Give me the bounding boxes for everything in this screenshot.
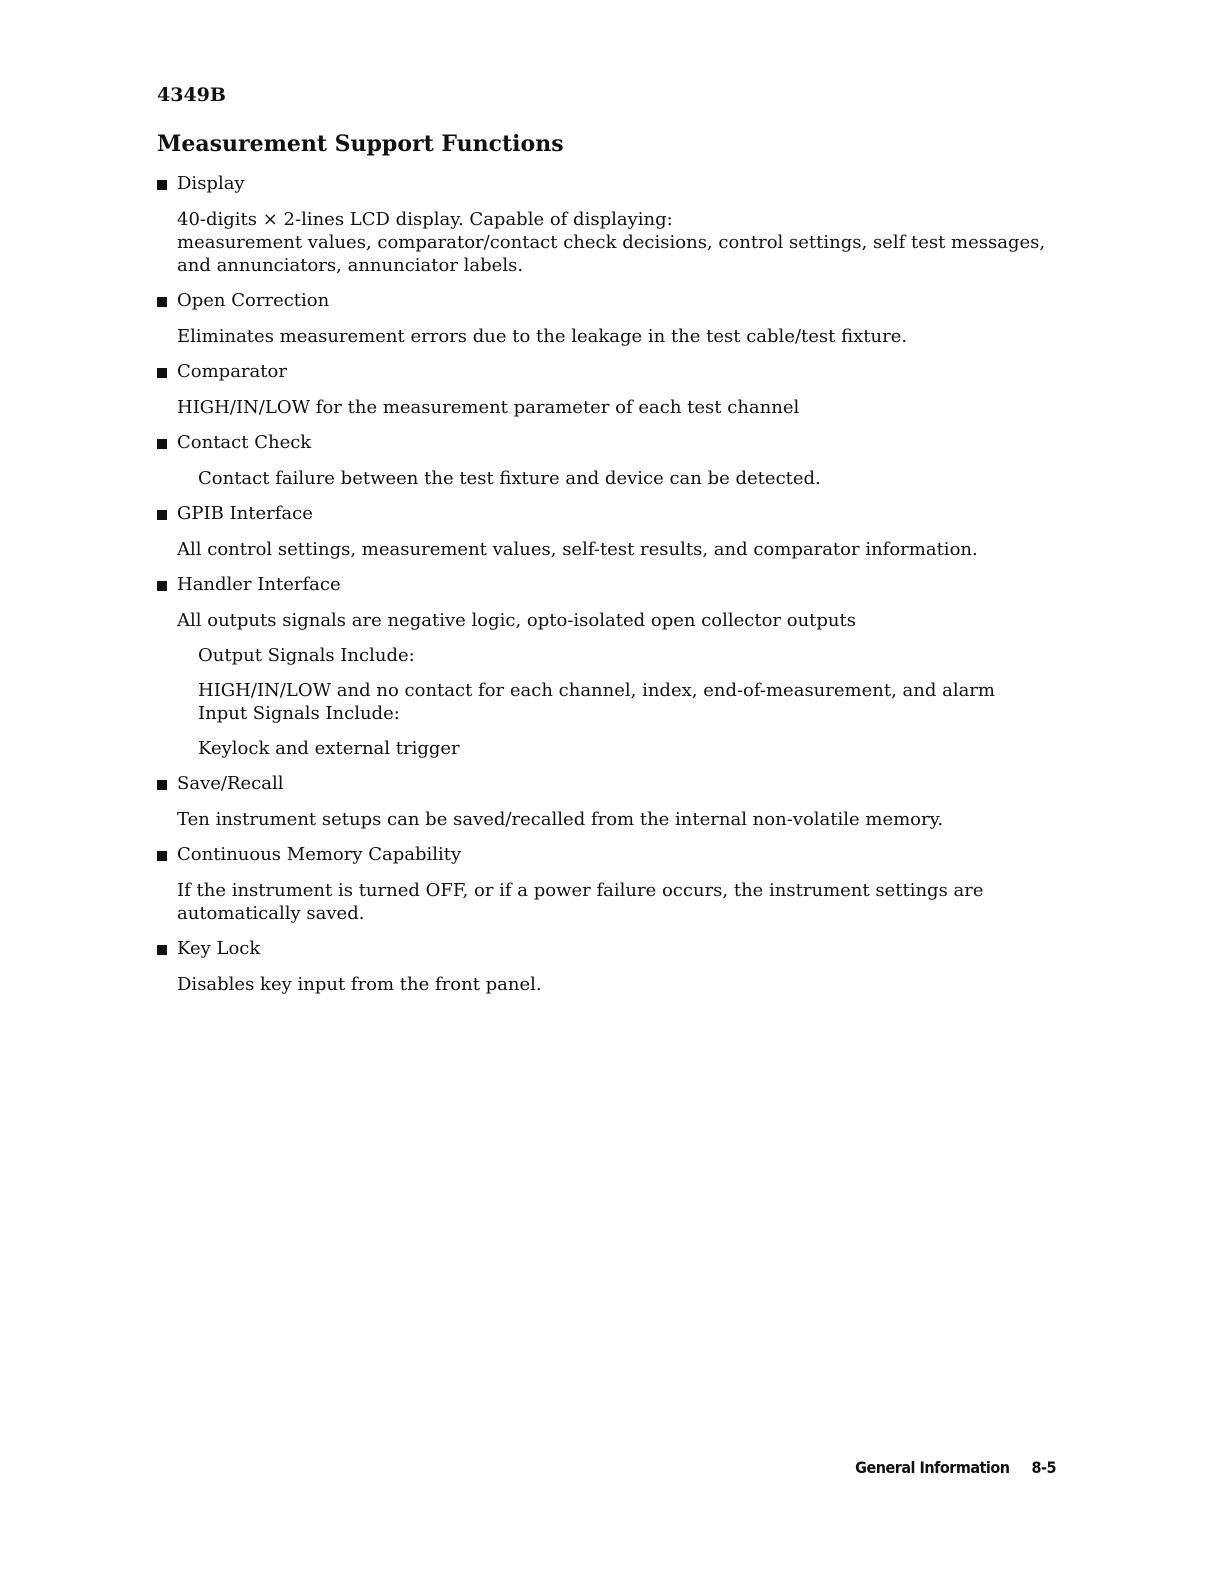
- sub-description: HIGH/IN/LOW and no contact for each channel, index, end-of-measurement, and alarm: [198, 680, 995, 701]
- list-item-handler-interface: [157, 573, 1057, 760]
- list-item-comparator: [157, 360, 1057, 419]
- list-item-contact-check: [157, 431, 1057, 490]
- sub-description: Output Signals Include:: [198, 645, 415, 666]
- footer-section: General Information: [855, 1458, 1010, 1477]
- page-footer: [855, 1458, 1056, 1477]
- item-title: Contact Check: [177, 432, 312, 453]
- bullet-square-icon: [157, 581, 167, 591]
- item-description: Eliminates measurement errors due to the leakage in the test cable/test fixture.: [177, 326, 908, 347]
- item-title: Comparator: [177, 361, 287, 382]
- bullet-square-icon: [157, 180, 167, 190]
- list-item-gpib-interface: [157, 502, 1057, 561]
- item-title: Display: [177, 173, 245, 194]
- item-description: Disables key input from the front panel.: [177, 974, 542, 995]
- item-title: Key Lock: [177, 938, 261, 959]
- list-item-continuous-memory: [157, 843, 1057, 925]
- item-description: measurement values, comparator/contact check decisions, control settings, self test messages,: [177, 232, 1046, 253]
- function-list: [157, 172, 1057, 1008]
- item-description: If the instrument is turned OFF, or if a power failure occurs, the instrument settings are: [177, 880, 984, 901]
- item-title: Handler Interface: [177, 574, 341, 595]
- item-description: and annunciators, annunciator labels.: [177, 255, 524, 276]
- item-description: 40-digits × 2-lines LCD display. Capable of displaying:: [177, 209, 673, 230]
- list-item-save-recall: [157, 772, 1057, 831]
- item-title: Save/Recall: [177, 773, 284, 794]
- item-description: HIGH/IN/LOW for the measurement parameter of each test channel: [177, 397, 800, 418]
- bullet-square-icon: [157, 297, 167, 307]
- item-title: Continuous Memory Capability: [177, 844, 462, 865]
- list-item-open-correction: [157, 289, 1057, 348]
- sub-description: Input Signals Include:: [198, 703, 400, 724]
- sub-description: Keylock and external trigger: [198, 738, 460, 759]
- section-title: Measurement Support Functions: [157, 131, 564, 157]
- page-number: 8-5: [1031, 1458, 1056, 1477]
- item-description: All control settings, measurement values, self-test results, and comparator information.: [177, 539, 978, 560]
- model-number: 4349B: [157, 84, 226, 106]
- list-item-key-lock: [157, 937, 1057, 996]
- item-title: GPIB Interface: [177, 503, 313, 524]
- item-description: All outputs signals are negative logic, opto-isolated open collector outputs: [177, 610, 856, 631]
- bullet-square-icon: [157, 851, 167, 861]
- bullet-square-icon: [157, 780, 167, 790]
- item-description: automatically saved.: [177, 903, 365, 924]
- bullet-square-icon: [157, 439, 167, 449]
- bullet-square-icon: [157, 510, 167, 520]
- item-description: Ten instrument setups can be saved/recalled from the internal non-volatile memory.: [177, 809, 944, 830]
- item-title: Open Correction: [177, 290, 330, 311]
- bullet-square-icon: [157, 945, 167, 955]
- item-description: Contact failure between the test fixture and device can be detected.: [198, 468, 821, 489]
- list-item-display: [157, 172, 1057, 277]
- bullet-square-icon: [157, 368, 167, 378]
